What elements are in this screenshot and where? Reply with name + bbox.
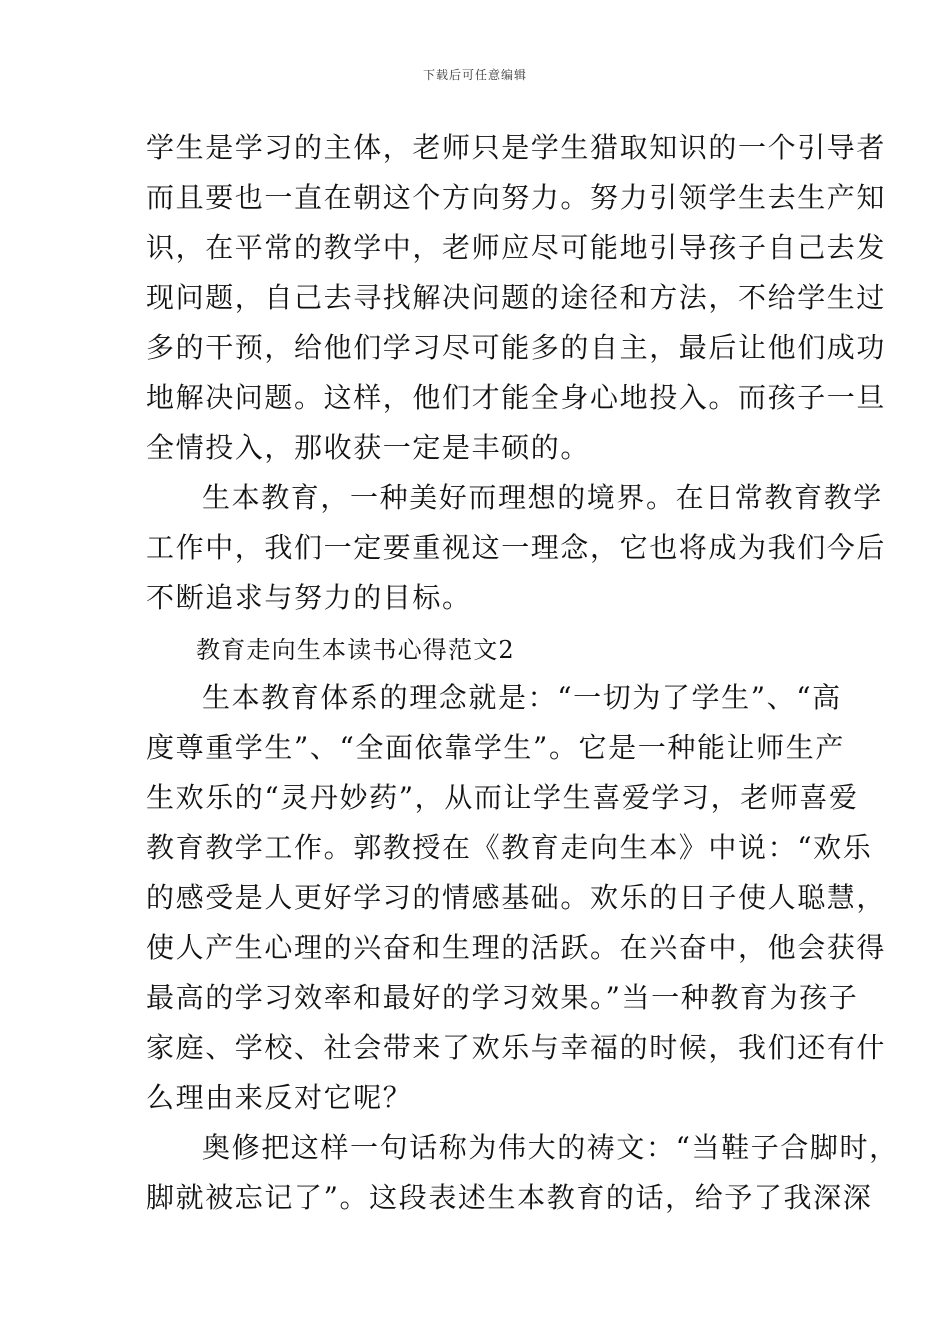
section-heading: 教育走向生本读书心得范文2 (196, 636, 515, 664)
paragraph-first-line: 生本教育，一种美好而理想的境界。在日常教育教学 (202, 481, 883, 514)
text-line: 地解决问题。这样，他们才能全身心地投入。而孩子一旦 (146, 381, 887, 414)
text-line: 使人产生心理的兴奋和生理的活跃。在兴奋中，他会获得 (146, 931, 887, 964)
text-line: 全情投入，那收获一定是丰硕的。 (146, 431, 591, 464)
text-line: 工作中，我们一定要重视这一理念，它也将成为我们今后 (146, 531, 887, 564)
page-header: 下载后可任意编辑 (422, 68, 527, 82)
text-line: 教育教学工作。郭教授在《教育走向生本》中说：“欢乐 (146, 831, 873, 864)
text-line: 识，在平常的教学中，老师应尽可能地引导孩子自己去发 (146, 231, 887, 264)
paragraph-first-line: 生本教育体系的理念就是：“一切为了学生”、“高 (202, 681, 842, 714)
text-line: 脚就被忘记了”。这段表述生本教育的话，给予了我深深 (146, 1181, 873, 1214)
text-line: 学生是学习的主体，老师只是学生猎取知识的一个引导者 (146, 131, 887, 164)
text-line: 多的干预，给他们学习尽可能多的自主，最后让他们成功 (146, 331, 887, 364)
text-line: 最高的学习效率和最好的学习效果。”当一种教育为孩子 (146, 981, 859, 1014)
text-line: 不断追求与努力的目标。 (146, 581, 472, 614)
text-line: 生欢乐的“灵丹妙药”，从而让学生喜爱学习，老师喜爱 (146, 781, 859, 814)
text-line: 现问题，自己去寻找解决问题的途径和方法，不给学生过 (146, 281, 887, 314)
text-line: 度尊重学生”、“全面依靠学生”。它是一种能让师生产 (146, 731, 845, 764)
paragraph-first-line: 奥修把这样一句话称为伟大的祷文：“当鞋子合脚时， (202, 1131, 899, 1164)
text-line: 的感受是人更好学习的情感基础。欢乐的日子使人聪慧， (146, 881, 887, 914)
text-line: 家庭、学校、社会带来了欢乐与幸福的时候，我们还有什 (146, 1031, 887, 1064)
text-line: 么理由来反对它呢？ (146, 1081, 413, 1114)
text-line: 而且要也一直在朝这个方向努力。努力引领学生去生产知 (146, 181, 887, 214)
